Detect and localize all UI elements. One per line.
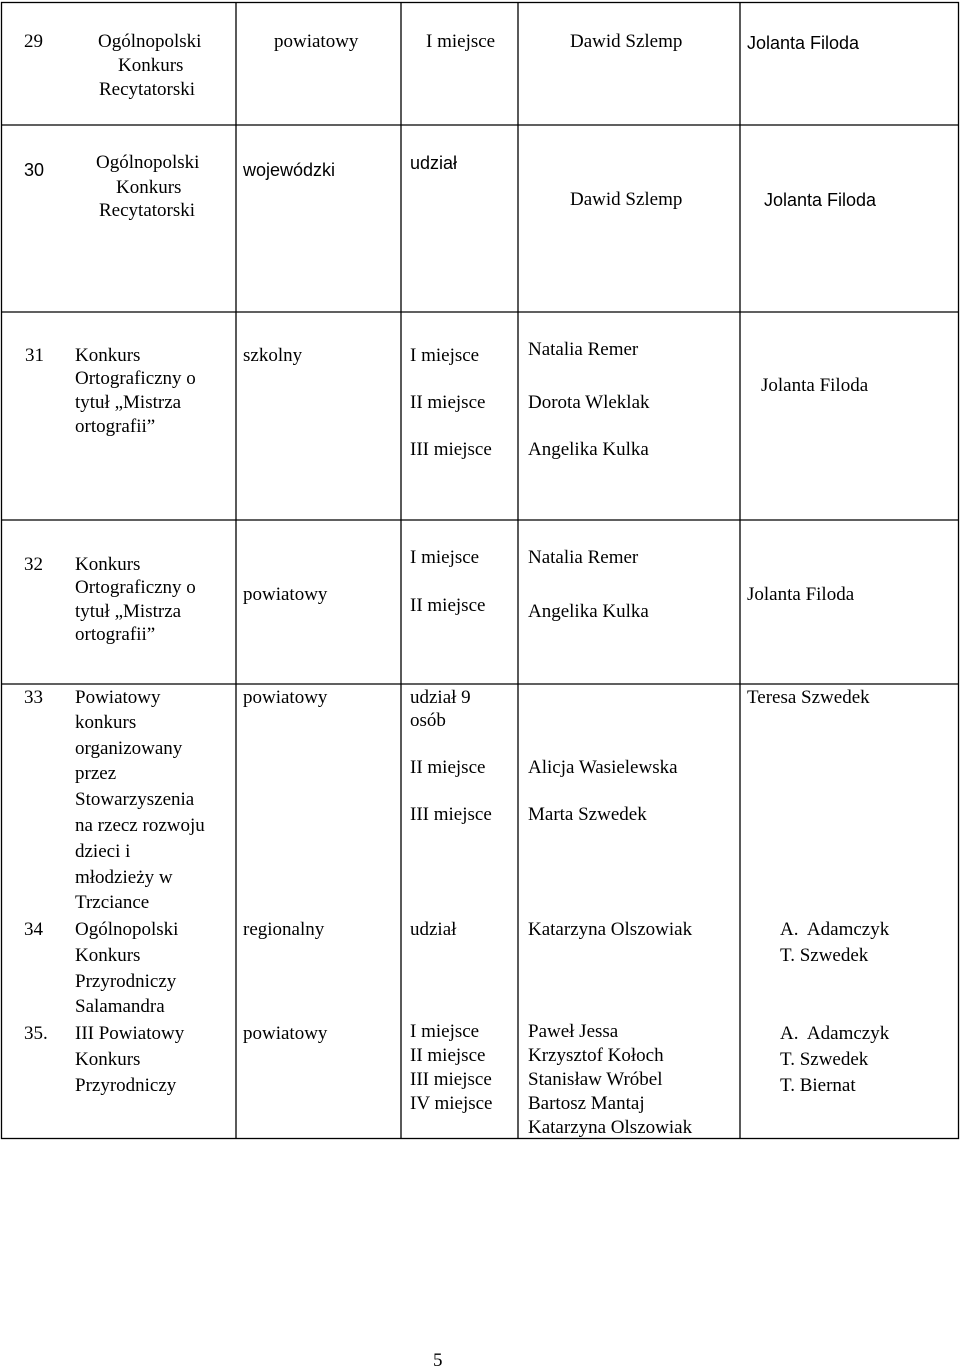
contest-name-line: Ortograficzny o xyxy=(75,577,196,598)
teacher-name: Jolanta Filoda xyxy=(747,33,860,53)
teacher-name: Jolanta Filoda xyxy=(761,375,869,396)
result: III miejsce xyxy=(410,1069,492,1090)
student-name: Alicja Wasielewska xyxy=(528,757,678,778)
student-name: Stanisław Wróbel xyxy=(528,1069,663,1090)
row-number: 33 xyxy=(24,687,43,708)
student-name: Angelika Kulka xyxy=(528,601,649,622)
contest-level: powiatowy xyxy=(243,687,328,708)
student-name: Katarzyna Olszowiak xyxy=(528,1117,693,1138)
result: udział xyxy=(410,153,458,173)
teacher-name: Jolanta Filoda xyxy=(764,190,877,210)
result: III miejsce xyxy=(410,439,492,460)
student-name: Marta Szwedek xyxy=(528,804,647,825)
contest-name-line: przez xyxy=(75,763,117,784)
result: II miejsce xyxy=(410,595,486,616)
row-number: 35. xyxy=(24,1023,48,1044)
result: II miejsce xyxy=(410,757,486,778)
teacher-name: A. Adamczyk xyxy=(780,1023,890,1044)
student-name: Paweł Jessa xyxy=(528,1021,619,1042)
result: I miejsce xyxy=(410,345,480,366)
contest-name-line: dzieci i xyxy=(75,841,131,862)
contest-name-line: Ogólnopolski xyxy=(96,152,200,173)
student-name: Dawid Szlemp xyxy=(570,31,683,52)
contest-name-line: organizowany xyxy=(75,738,183,759)
student-name: Dawid Szlemp xyxy=(570,189,683,210)
result: II miejsce xyxy=(410,1045,486,1066)
result: I miejsce xyxy=(410,1021,480,1042)
contest-level: powiatowy xyxy=(243,584,328,605)
contest-name-line: Przyrodniczy xyxy=(75,1075,177,1096)
teacher-name: T. Szwedek xyxy=(780,945,869,966)
row-number: 34 xyxy=(24,919,43,940)
student-name: Katarzyna Olszowiak xyxy=(528,919,693,940)
contest-name-line: tytuł „Mistrza xyxy=(75,601,182,622)
contest-name-line: na rzecz rozwoju xyxy=(75,815,205,836)
result: II miejsce xyxy=(410,392,486,413)
row-number: 30 xyxy=(24,160,45,180)
contest-name-line: Konkurs xyxy=(75,945,141,966)
result: udział xyxy=(410,919,457,940)
contest-name-line: Konkurs xyxy=(118,55,184,76)
page-number: 5 xyxy=(433,1350,443,1371)
student-name: Krzysztof Kołoch xyxy=(528,1045,664,1066)
contest-name-line: Ogólnopolski xyxy=(98,31,202,52)
contest-name-line: Konkurs xyxy=(75,554,141,575)
contest-level: powiatowy xyxy=(243,1023,328,1044)
teacher-name: A. Adamczyk xyxy=(780,919,890,940)
teacher-name: T. Biernat xyxy=(780,1075,856,1096)
student-name: Natalia Remer xyxy=(528,547,639,568)
contest-name-line: Recytatorski xyxy=(99,200,196,221)
contest-level: powiatowy xyxy=(274,31,359,52)
contest-name-line: III Powiatowy xyxy=(75,1023,185,1044)
contest-name-line: Salamandra xyxy=(75,996,165,1017)
contest-name-line: konkurs xyxy=(75,712,137,733)
contest-level: regionalny xyxy=(243,919,325,940)
contest-name-line: Ogólnopolski xyxy=(75,919,179,940)
row-number: 29 xyxy=(24,31,43,52)
result: IV miejsce xyxy=(410,1093,493,1114)
contest-name-line: tytuł „Mistrza xyxy=(75,392,182,413)
result: III miejsce xyxy=(410,804,492,825)
contest-level: wojewódzki xyxy=(243,160,336,180)
contest-name-line: Trzciance xyxy=(75,892,150,913)
contest-name-line: Powiatowy xyxy=(75,687,161,708)
result: I miejsce xyxy=(426,31,496,52)
result: osób xyxy=(410,710,446,731)
student-name: Natalia Remer xyxy=(528,339,639,360)
student-name: Bartosz Mantaj xyxy=(528,1093,645,1114)
teacher-name: Teresa Szwedek xyxy=(747,687,870,708)
contest-name-line: młodzieży w xyxy=(75,867,173,888)
row-number: 32 xyxy=(24,554,43,575)
contest-name-line: Konkurs xyxy=(75,1049,141,1070)
contest-name-line: ortografii” xyxy=(75,416,156,437)
contest-name-line: ortografii” xyxy=(75,624,156,645)
teacher-name: T. Szwedek xyxy=(780,1049,869,1070)
result: udział 9 xyxy=(410,687,471,708)
student-name: Angelika Kulka xyxy=(528,439,649,460)
student-name: Dorota Wleklak xyxy=(528,392,650,413)
contest-name-line: Stowarzyszenia xyxy=(75,789,195,810)
contest-name-line: Przyrodniczy xyxy=(75,971,177,992)
contest-level: szkolny xyxy=(243,345,303,366)
contest-name-line: Konkurs xyxy=(116,177,182,198)
row-number: 31 xyxy=(25,345,44,366)
contest-name-line: Konkurs xyxy=(75,345,141,366)
result: I miejsce xyxy=(410,547,480,568)
contest-name-line: Recytatorski xyxy=(99,79,196,100)
teacher-name: Jolanta Filoda xyxy=(747,584,855,605)
contest-name-line: Ortograficzny o xyxy=(75,368,196,389)
